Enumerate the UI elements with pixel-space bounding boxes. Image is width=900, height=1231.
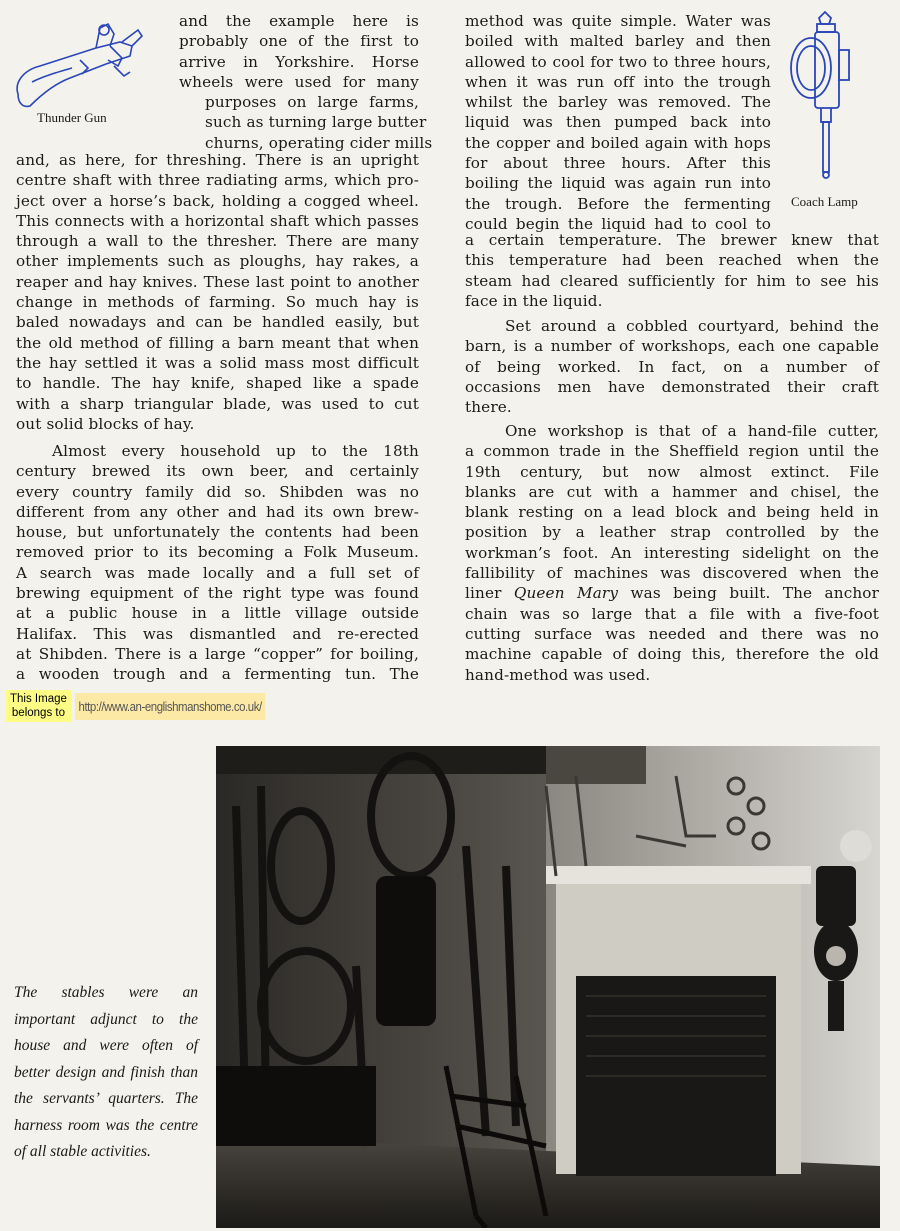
thunder-gun-illustration (10, 12, 145, 112)
harness-room-image (216, 746, 880, 1228)
thunder-gun-caption: Thunder Gun (37, 110, 107, 125)
text-line: other implements such as ploughs, hay rakes, a (16, 252, 419, 271)
text-line: removed prior to its becoming a Folk Museum. (16, 543, 419, 562)
text-line: allowed to cool for two to three hours, (465, 52, 771, 71)
text-line: position by a leather strap controlled by the (465, 523, 879, 542)
text-line: a common trade in the Sheffield region until the (465, 442, 879, 461)
text-line: method was quite simple. Water was (465, 12, 771, 30)
text-line: occasions men have demonstrated their craft (465, 377, 879, 396)
text-line: there. (465, 398, 512, 417)
text-line: this temperature had been reached when the (465, 251, 879, 270)
text-line: Almost every household up to the 18th (52, 442, 419, 460)
text-line: cutting surface was needed and there was no (465, 624, 879, 643)
text-line: and the example here is (179, 12, 419, 30)
text-line: for about three hours. After this (465, 154, 771, 173)
text-line: face in the liquid. (465, 291, 603, 310)
text-line: One workshop is that of a hand-file cutter, (505, 422, 879, 440)
text-line: such as turning large butter (205, 113, 427, 132)
text-line: brewing equipment of the right type was found (16, 584, 419, 603)
text-line: and, as here, for threshing. There is an upright (16, 151, 419, 169)
text-line: the trough. Before the fermenting (465, 194, 771, 213)
text-line: the old method of filling a barn meant that when (16, 333, 419, 352)
text-line: could begin the liquid had to cool to (465, 214, 771, 233)
text-fragment: liner (465, 584, 514, 603)
harness-room-photo (216, 746, 880, 1228)
text-line: A search was made locally and a full set of (16, 563, 419, 582)
text-line: Set around a cobbled courtyard, behind the (505, 317, 879, 335)
text-line: boiling the liquid was again run into (465, 174, 771, 193)
watermark-label (6, 690, 71, 722)
text-line-queen-mary (465, 583, 879, 603)
text-line: to handle. The hay knife, shaped like a spade (16, 374, 419, 393)
text-line: change in methods of farming. So much hay is (16, 293, 419, 312)
watermark-label-line: This Image (10, 693, 67, 705)
text-line: at Shibden. There is a large “copper” for boiling, (16, 644, 419, 663)
text-line: This connects with a horizontal shaft which passes (16, 211, 419, 230)
watermark (6, 690, 291, 722)
text-line: different from any other and had its own brew- (16, 502, 419, 521)
text-line: blanks are cut with a hammer and chisel, the (465, 482, 879, 501)
text-line: out solid blocks of hay. (16, 414, 195, 433)
text-line: ject over a horse’s back, holding a cogged wheel. (16, 191, 419, 210)
text-line: centre shaft with three radiating arms, which pro- (16, 171, 419, 190)
left-paragraph-1-indented-b (205, 92, 433, 153)
text-line: blank resting on a lead block and being held in (465, 503, 879, 522)
text-line: century brewed its own beer, and certainly (16, 462, 419, 481)
text-line: with a sharp triangular blade, was used to cut (16, 394, 419, 413)
coach-lamp-illustration (785, 10, 855, 180)
ship-name: Queen Mary (513, 584, 619, 603)
thunder-gun-drawing (10, 12, 145, 112)
coach-lamp-drawing (785, 10, 855, 180)
left-paragraph-1-indented (179, 11, 419, 92)
text-line: boiled with malted barley and then (465, 32, 771, 51)
text-line: of being worked. In fact, on a number of (465, 357, 879, 376)
text-line: steam had cleared sufficiently for him to see his (465, 271, 879, 290)
left-paragraph-2 (16, 441, 419, 685)
text-line: through a wall to the thresher. There are many (16, 232, 419, 251)
text-line: whilst the barley was removed. The (465, 93, 771, 112)
text-line: at a public house in a little village outside (16, 604, 419, 623)
text-line: liquid was then pumped back into (465, 113, 771, 132)
text-line: arrive in Yorkshire. Horse (179, 52, 419, 71)
text-line: when it was run off into the trough (465, 72, 771, 91)
watermark-url: http://www.an-englishmanshome.co.uk/ (75, 693, 265, 720)
text-line: a certain temperature. The brewer knew that (465, 231, 879, 249)
text-line: purposes on large farms, (205, 93, 419, 111)
right-paragraph-1-body (465, 230, 879, 311)
text-line: the copper and boiled again with hops (465, 133, 771, 152)
text-line: hand-method was used. (465, 665, 651, 684)
right-paragraph-1-narrow (465, 11, 771, 234)
right-paragraph-3 (465, 421, 879, 685)
text-line: a wooden trough and a fermenting tun. The (16, 665, 419, 684)
text-line: churns, operating cider mills (205, 133, 433, 152)
text-line: reaper and hay knives. These last point to another (16, 272, 419, 291)
text-line: baled nowadays and can be handled easily, but (16, 313, 419, 332)
right-paragraph-2 (465, 316, 879, 417)
text-line: probably one of the first to (179, 32, 419, 51)
text-line: wheels were used for many (179, 72, 419, 91)
photo-caption: The stables were an important adjunct to the house and were often of better design and finish than the servants’ quarters. The harness room was the centre of all stable activities. (14, 984, 198, 1160)
text-line: fallibility of machines was discovered when the (465, 564, 879, 583)
text-line: workman’s foot. An interesting sidelight on the (465, 543, 879, 562)
text-line: the hay settled it was a solid mass most difficult (16, 353, 419, 372)
text-line: every country family did so. Shibden was no (16, 482, 419, 501)
text-fragment: was being built. The anchor (618, 584, 879, 603)
text-line: barn, is a number of workshops, each one capable (465, 337, 879, 356)
coach-lamp-caption: Coach Lamp (791, 194, 858, 209)
text-line: 19th century, but now almost extinct. File (465, 462, 879, 481)
left-paragraph-1-body (16, 150, 419, 434)
text-line: house, but unfortunately the contents had been (16, 523, 419, 542)
watermark-label-line: belongs to (11, 707, 65, 719)
text-line: chain was so large that a file with a five-foot (465, 604, 879, 623)
text-line: Halifax. This was dismantled and re-erected (16, 624, 419, 643)
text-line: machine capable of doing this, therefore the old (465, 645, 879, 664)
